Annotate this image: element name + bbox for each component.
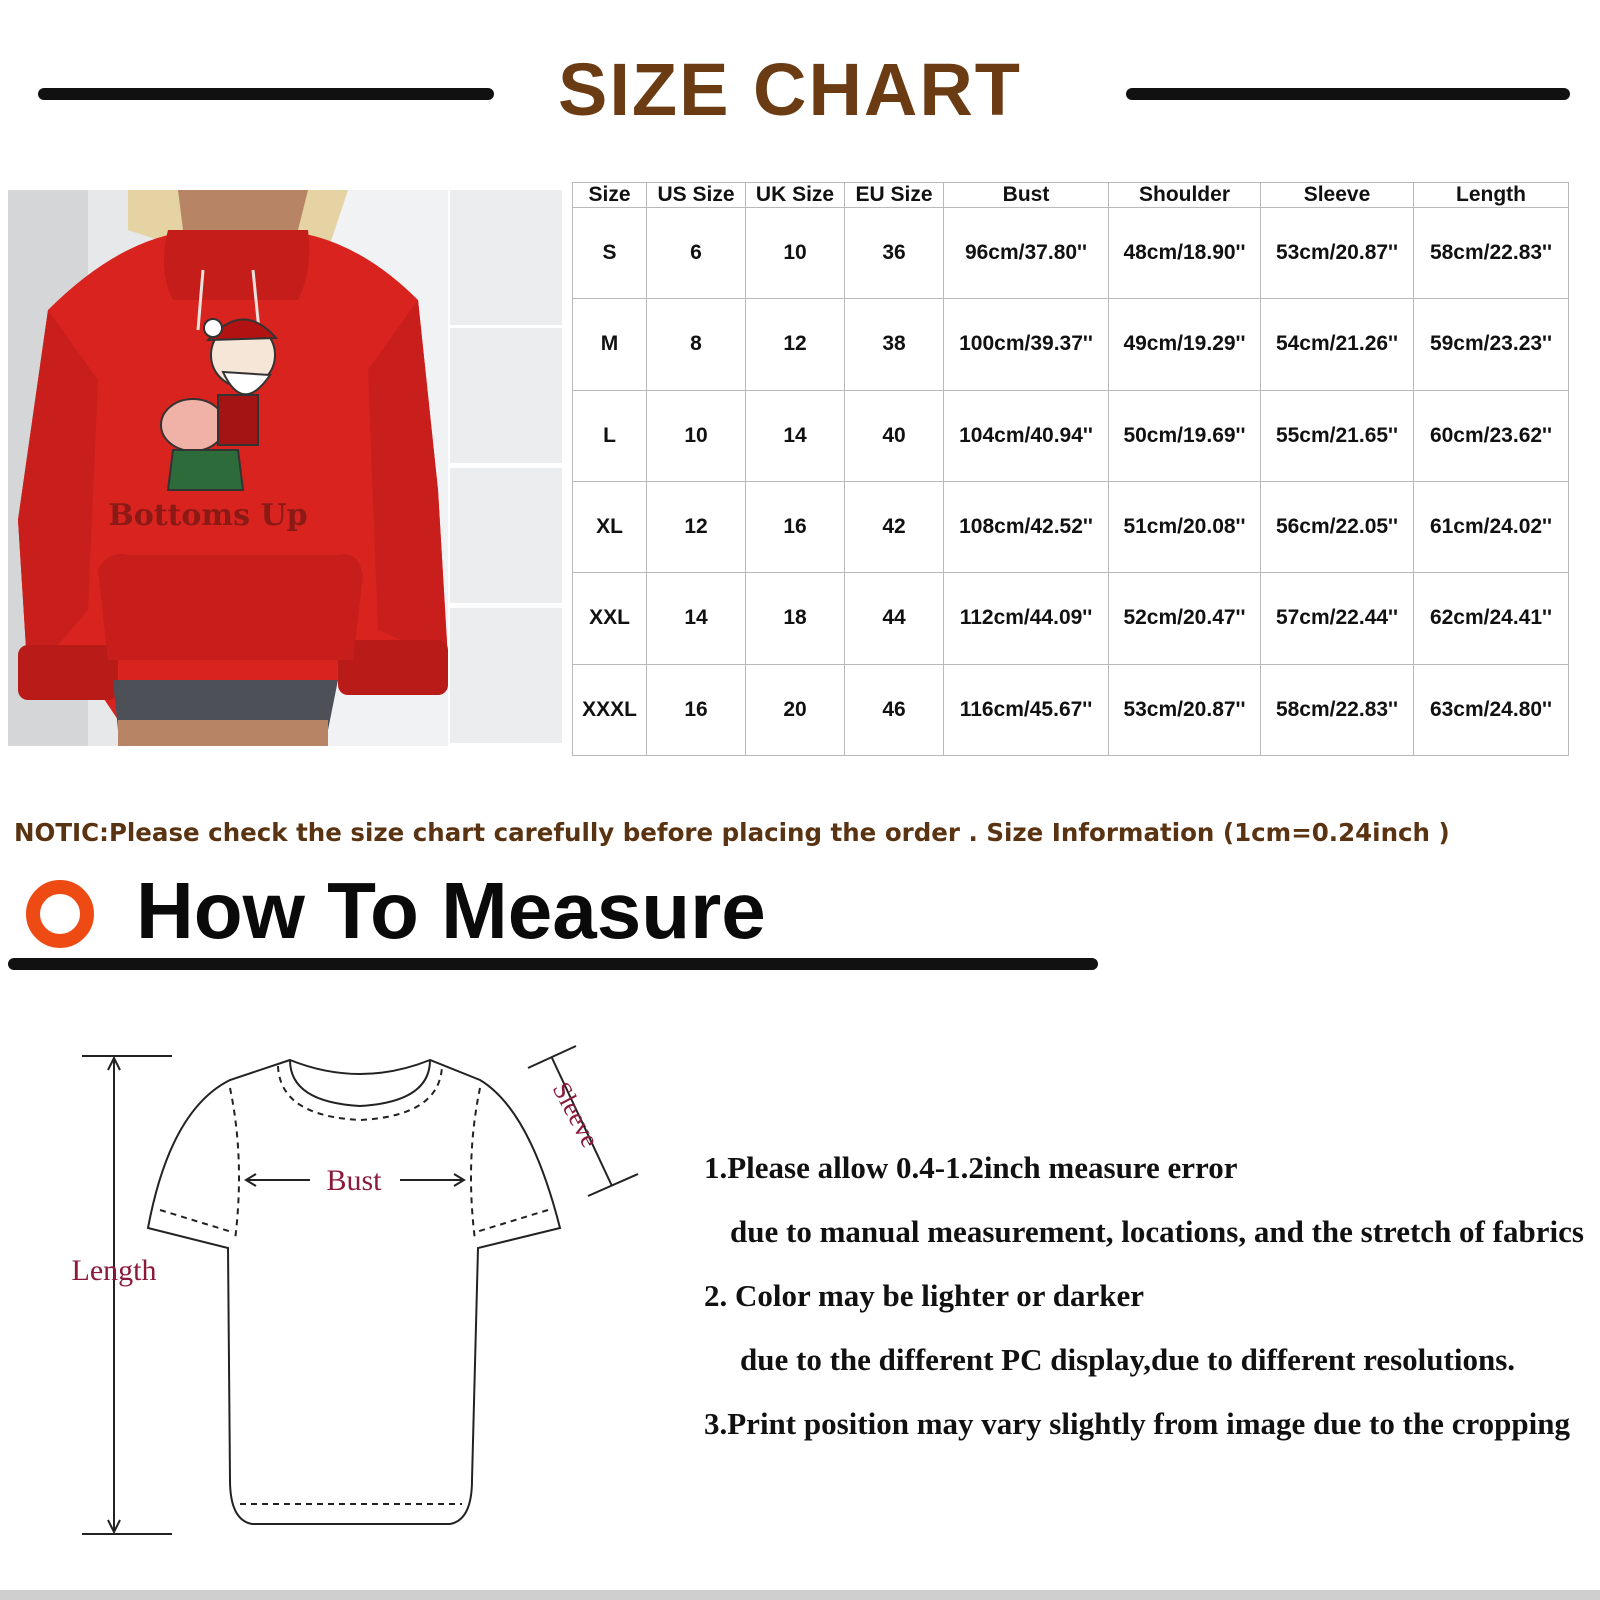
thumb-black[interactable] (450, 608, 562, 743)
print-text: Bottoms Up (108, 498, 308, 533)
table-row (573, 390, 1569, 481)
note-line: 2. Color may be lighter or darker (704, 1278, 1144, 1313)
table-cell: 20 (746, 664, 845, 755)
table-cell: 104cm/40.94'' (944, 390, 1109, 481)
thumb-green[interactable] (450, 468, 562, 603)
table-cell: 12 (647, 481, 746, 572)
table-cell: 53cm/20.87'' (1261, 208, 1414, 299)
column-header: Bust (944, 183, 1109, 208)
column-header: UK Size (746, 183, 845, 208)
table-cell: 108cm/42.52'' (944, 481, 1109, 572)
table-row (573, 481, 1569, 572)
product-main-photo (8, 190, 448, 746)
table-cell: 63cm/24.80'' (1414, 664, 1569, 755)
note-line: 3.Print position may vary slightly from image due to the cropping (704, 1406, 1570, 1441)
table-cell: 16 (746, 481, 845, 572)
note-line: due to manual measurement, locations, and the stretch of fabrics (730, 1214, 1584, 1249)
column-header: Length (1414, 183, 1569, 208)
table-cell: L (573, 390, 647, 481)
table-cell: 16 (647, 664, 746, 755)
table-cell: 18 (746, 573, 845, 664)
table-cell: 56cm/22.05'' (1261, 481, 1414, 572)
table-cell: 112cm/44.09'' (944, 573, 1109, 664)
column-header: Sleeve (1261, 183, 1414, 208)
header-rule-left (38, 88, 494, 100)
table-cell: 40 (845, 390, 944, 481)
table-cell: 52cm/20.47'' (1109, 573, 1261, 664)
page-title: SIZE CHART (558, 48, 1022, 131)
table-row (573, 208, 1569, 299)
table-cell: 10 (647, 390, 746, 481)
table-cell: 58cm/22.83'' (1414, 208, 1569, 299)
table-cell: 50cm/19.69'' (1109, 390, 1261, 481)
table-cell: 53cm/20.87'' (1109, 664, 1261, 755)
table-cell: 12 (746, 299, 845, 390)
table-cell: 48cm/18.90'' (1109, 208, 1261, 299)
table-cell: 38 (845, 299, 944, 390)
table-cell: 55cm/21.65'' (1261, 390, 1414, 481)
table-cell: 116cm/45.67'' (944, 664, 1109, 755)
column-header: Size (573, 183, 647, 208)
length-label: Length (71, 1254, 157, 1287)
how-to-measure-title: How To Measure (136, 866, 766, 955)
column-header: EU Size (845, 183, 944, 208)
table-cell: 46 (845, 664, 944, 755)
note-line: due to the different PC display,due to different resolutions. (740, 1342, 1516, 1377)
ring-bullet-icon (26, 880, 94, 948)
table-cell: 58cm/22.83'' (1261, 664, 1414, 755)
table-cell: XXXL (573, 664, 647, 755)
table-cell: 36 (845, 208, 944, 299)
table-cell: 8 (647, 299, 746, 390)
header-rule-right (1126, 88, 1570, 100)
table-cell: 61cm/24.02'' (1414, 481, 1569, 572)
sleeve-label: Sleeve (546, 1077, 605, 1153)
table-cell: 10 (746, 208, 845, 299)
table-cell: 51cm/20.08'' (1109, 481, 1261, 572)
table-cell: XXL (573, 573, 647, 664)
table-header-row (573, 183, 1569, 208)
size-chart-table (572, 182, 1569, 756)
table-cell: 60cm/23.62'' (1414, 390, 1569, 481)
table-cell: 62cm/24.41'' (1414, 573, 1569, 664)
bust-label: Bust (326, 1164, 382, 1197)
table-cell: 96cm/37.80'' (944, 208, 1109, 299)
column-header: Shoulder (1109, 183, 1261, 208)
thumb-gray[interactable] (450, 190, 562, 325)
notice-text: NOTIC:Please check the size chart carefully before placing the order . Size Information (1cm=0.24inch ) (14, 818, 1450, 847)
table-cell: 54cm/21.26'' (1261, 299, 1414, 390)
table-cell: 44 (845, 573, 944, 664)
table-row (573, 299, 1569, 390)
table-cell: 59cm/23.23'' (1414, 299, 1569, 390)
note-line: 1.Please allow 0.4-1.2inch measure error (704, 1150, 1238, 1185)
table-row (573, 573, 1569, 664)
table-cell: 14 (746, 390, 845, 481)
table-cell: 100cm/39.37'' (944, 299, 1109, 390)
tshirt-measure-diagram (40, 1040, 660, 1540)
table-cell: 49cm/19.29'' (1109, 299, 1261, 390)
thumb-beige[interactable] (450, 328, 562, 463)
table-cell: 6 (647, 208, 746, 299)
table-cell: M (573, 299, 647, 390)
how-to-measure-rule (8, 958, 1098, 970)
table-cell: 42 (845, 481, 944, 572)
table-cell: S (573, 208, 647, 299)
bottom-border (0, 1590, 1600, 1600)
table-row (573, 664, 1569, 755)
table-cell: XL (573, 481, 647, 572)
table-cell: 14 (647, 573, 746, 664)
red-hoodie-illustration (8, 190, 448, 746)
column-header: US Size (647, 183, 746, 208)
table-cell: 57cm/22.44'' (1261, 573, 1414, 664)
